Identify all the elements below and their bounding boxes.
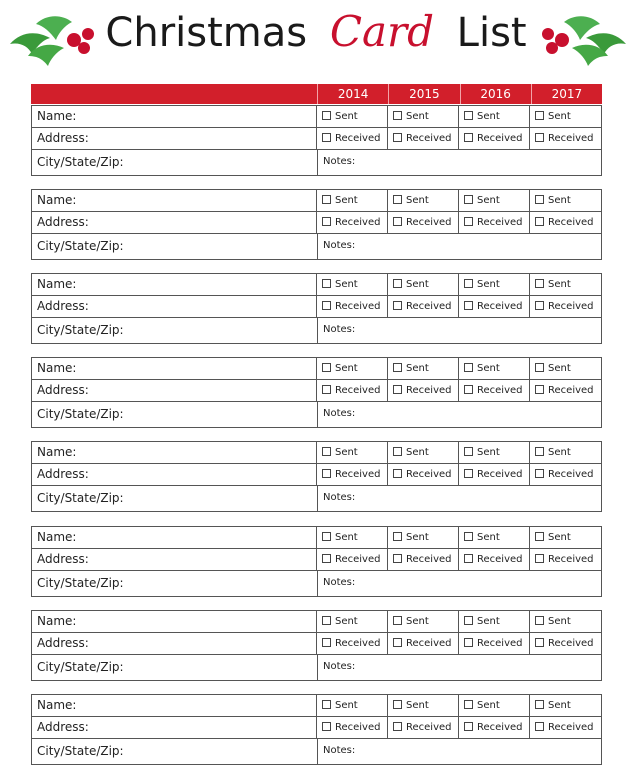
checkbox-icon[interactable] xyxy=(464,111,473,120)
received-label: Received xyxy=(405,217,452,228)
city-row xyxy=(32,739,601,764)
received-checkbox-2[interactable] xyxy=(459,296,530,317)
sent-checkbox-0[interactable] xyxy=(317,190,388,211)
name-row xyxy=(32,695,601,717)
received-label: Received xyxy=(477,722,523,733)
checkbox-icon[interactable] xyxy=(393,616,402,625)
checkbox-icon[interactable] xyxy=(464,217,473,226)
sent-label: Sent xyxy=(477,111,500,122)
checkbox-icon[interactable] xyxy=(464,554,473,563)
address-row xyxy=(32,464,601,486)
received-checkbox-0[interactable] xyxy=(317,128,388,149)
address-field[interactable] xyxy=(32,380,317,401)
sent-checkbox-1[interactable] xyxy=(388,611,459,632)
name-label: Name: xyxy=(37,361,77,375)
received-checkbox-1[interactable] xyxy=(388,128,459,149)
address-field[interactable] xyxy=(32,633,317,654)
sent-label: Sent xyxy=(405,532,429,543)
name-field[interactable] xyxy=(32,611,317,632)
checkbox-icon[interactable] xyxy=(393,638,402,647)
address-label: Address: xyxy=(37,636,89,650)
sent-checkbox-1[interactable] xyxy=(388,190,459,211)
sent-checkbox-2[interactable] xyxy=(459,106,530,127)
checkbox-icon[interactable] xyxy=(393,447,402,456)
checkbox-icon[interactable] xyxy=(393,279,402,288)
checkbox-icon[interactable] xyxy=(535,616,544,625)
city-field[interactable] xyxy=(32,234,318,259)
notes-label: Notes: xyxy=(323,240,356,251)
checkbox-icon[interactable] xyxy=(322,532,331,541)
sent-checkbox-3[interactable] xyxy=(530,442,601,463)
checkbox-icon[interactable] xyxy=(535,638,544,647)
address-row xyxy=(32,212,601,234)
name-field[interactable] xyxy=(32,358,317,379)
sent-checkbox-0[interactable] xyxy=(317,106,388,127)
checkbox-icon[interactable] xyxy=(393,722,402,731)
received-label: Received xyxy=(405,722,452,733)
received-label: Received xyxy=(477,385,523,396)
address-label: Address: xyxy=(37,720,89,734)
received-label: Received xyxy=(548,554,594,565)
year-header-2015: 2015 xyxy=(388,84,459,104)
sent-checkbox-3[interactable] xyxy=(530,274,601,295)
received-checkbox-3[interactable] xyxy=(530,549,601,570)
contact-entry xyxy=(31,694,602,765)
sent-checkbox-0[interactable] xyxy=(317,611,388,632)
checkbox-icon[interactable] xyxy=(535,700,544,709)
received-checkbox-1[interactable] xyxy=(388,212,459,233)
city-row xyxy=(32,234,601,259)
sent-checkbox-0[interactable] xyxy=(317,358,388,379)
received-checkbox-2[interactable] xyxy=(459,549,530,570)
sent-checkbox-3[interactable] xyxy=(530,190,601,211)
checkbox-icon[interactable] xyxy=(393,301,402,310)
received-label: Received xyxy=(477,301,523,312)
checkbox-icon[interactable] xyxy=(535,363,544,372)
city-row xyxy=(32,655,601,680)
city-row xyxy=(32,402,601,427)
address-row xyxy=(32,717,601,739)
name-field[interactable] xyxy=(32,106,317,127)
city-field[interactable] xyxy=(32,150,318,175)
notes-label: Notes: xyxy=(323,156,356,167)
sent-checkbox-2[interactable] xyxy=(459,190,530,211)
sent-label: Sent xyxy=(334,195,358,206)
sent-checkbox-2[interactable] xyxy=(459,442,530,463)
checkbox-icon[interactable] xyxy=(322,363,331,372)
city-label: City/State/Zip: xyxy=(37,239,124,253)
contact-entry xyxy=(31,526,602,597)
received-checkbox-0[interactable] xyxy=(317,633,388,654)
received-checkbox-1[interactable] xyxy=(388,464,459,485)
checkbox-icon[interactable] xyxy=(464,532,473,541)
notes-field[interactable] xyxy=(318,318,601,343)
sent-label: Sent xyxy=(548,279,571,290)
checkbox-icon[interactable] xyxy=(322,111,331,120)
received-checkbox-2[interactable] xyxy=(459,128,530,149)
name-row xyxy=(32,611,601,633)
sent-checkbox-2[interactable] xyxy=(459,527,530,548)
sent-label: Sent xyxy=(405,279,429,290)
received-label: Received xyxy=(405,554,452,565)
received-checkbox-1[interactable] xyxy=(388,296,459,317)
contact-entry xyxy=(31,105,602,176)
address-label: Address: xyxy=(37,215,89,229)
city-row xyxy=(32,571,601,596)
sent-label: Sent xyxy=(477,279,500,290)
address-label: Address: xyxy=(37,299,89,313)
notes-field[interactable] xyxy=(318,486,601,511)
checkbox-icon[interactable] xyxy=(535,279,544,288)
header-spacer xyxy=(31,84,317,104)
checkbox-icon[interactable] xyxy=(535,532,544,541)
name-field[interactable] xyxy=(32,274,317,295)
checkbox-icon[interactable] xyxy=(393,554,402,563)
received-checkbox-0[interactable] xyxy=(317,380,388,401)
address-field[interactable] xyxy=(32,717,317,738)
checkbox-icon[interactable] xyxy=(322,217,331,226)
city-label: City/State/Zip: xyxy=(37,744,124,758)
sent-label: Sent xyxy=(405,195,429,206)
checkbox-icon[interactable] xyxy=(393,363,402,372)
received-label: Received xyxy=(334,638,381,649)
city-row xyxy=(32,150,601,175)
contact-entry xyxy=(31,189,602,260)
received-checkbox-3[interactable] xyxy=(530,296,601,317)
checkbox-icon[interactable] xyxy=(322,469,331,478)
year-header-2016: 2016 xyxy=(460,84,531,104)
name-label: Name: xyxy=(37,109,77,123)
sent-checkbox-2[interactable] xyxy=(459,358,530,379)
title-word-card: Card xyxy=(329,7,434,56)
received-label: Received xyxy=(477,638,523,649)
checkbox-icon[interactable] xyxy=(535,554,544,563)
sent-checkbox-1[interactable] xyxy=(388,106,459,127)
received-checkbox-2[interactable] xyxy=(459,212,530,233)
checkbox-icon[interactable] xyxy=(322,385,331,394)
address-label: Address: xyxy=(37,467,89,481)
contact-entry xyxy=(31,441,602,512)
received-label: Received xyxy=(334,133,381,144)
received-label: Received xyxy=(548,722,594,733)
name-label: Name: xyxy=(37,698,77,712)
year-header-2017: 2017 xyxy=(531,84,602,104)
checkbox-icon[interactable] xyxy=(535,217,544,226)
checkbox-icon[interactable] xyxy=(393,111,402,120)
received-label: Received xyxy=(477,217,523,228)
checkbox-icon[interactable] xyxy=(464,638,473,647)
checkbox-icon[interactable] xyxy=(393,195,402,204)
checkbox-icon[interactable] xyxy=(322,195,331,204)
received-checkbox-3[interactable] xyxy=(530,633,601,654)
checkbox-icon[interactable] xyxy=(464,301,473,310)
checkbox-icon[interactable] xyxy=(464,700,473,709)
checkbox-icon[interactable] xyxy=(464,616,473,625)
name-label: Name: xyxy=(37,614,77,628)
notes-label: Notes: xyxy=(323,745,356,756)
city-field[interactable] xyxy=(32,402,318,427)
notes-label: Notes: xyxy=(323,492,356,503)
title-word-list: List xyxy=(456,10,527,56)
page-header xyxy=(0,0,632,72)
sent-checkbox-1[interactable] xyxy=(388,442,459,463)
received-label: Received xyxy=(477,133,523,144)
checkbox-icon[interactable] xyxy=(535,469,544,478)
sent-label: Sent xyxy=(334,700,358,711)
name-label: Name: xyxy=(37,277,77,291)
notes-field[interactable] xyxy=(318,234,601,259)
sent-label: Sent xyxy=(334,532,358,543)
sent-checkbox-2[interactable] xyxy=(459,274,530,295)
received-label: Received xyxy=(334,385,381,396)
received-label: Received xyxy=(405,385,452,396)
city-label: City/State/Zip: xyxy=(37,407,124,421)
sent-label: Sent xyxy=(334,363,358,374)
address-row xyxy=(32,296,601,318)
sent-label: Sent xyxy=(548,616,571,627)
checkbox-icon[interactable] xyxy=(535,133,544,142)
sent-label: Sent xyxy=(477,532,500,543)
contact-entry xyxy=(31,357,602,428)
checkbox-icon[interactable] xyxy=(535,447,544,456)
received-label: Received xyxy=(405,301,452,312)
received-label: Received xyxy=(405,638,452,649)
sent-label: Sent xyxy=(548,447,571,458)
received-checkbox-3[interactable] xyxy=(530,380,601,401)
checkbox-icon[interactable] xyxy=(535,301,544,310)
checkbox-icon[interactable] xyxy=(393,532,402,541)
received-checkbox-3[interactable] xyxy=(530,464,601,485)
sent-label: Sent xyxy=(548,195,571,206)
address-label: Address: xyxy=(37,131,89,145)
sent-label: Sent xyxy=(405,447,429,458)
received-label: Received xyxy=(548,217,594,228)
checkbox-icon[interactable] xyxy=(464,722,473,731)
sent-checkbox-1[interactable] xyxy=(388,274,459,295)
checkbox-icon[interactable] xyxy=(322,133,331,142)
checkbox-icon[interactable] xyxy=(322,638,331,647)
received-label: Received xyxy=(334,217,381,228)
sent-checkbox-1[interactable] xyxy=(388,527,459,548)
sent-label: Sent xyxy=(548,111,571,122)
sent-label: Sent xyxy=(334,111,358,122)
checkbox-icon[interactable] xyxy=(322,616,331,625)
name-label: Name: xyxy=(37,445,77,459)
sent-checkbox-0[interactable] xyxy=(317,527,388,548)
sent-label: Sent xyxy=(477,195,500,206)
city-label: City/State/Zip: xyxy=(37,576,124,590)
name-row xyxy=(32,106,601,128)
sent-checkbox-0[interactable] xyxy=(317,442,388,463)
sent-label: Sent xyxy=(405,111,429,122)
city-label: City/State/Zip: xyxy=(37,660,124,674)
checkbox-icon[interactable] xyxy=(322,279,331,288)
notes-field[interactable] xyxy=(318,655,601,680)
contact-entry xyxy=(31,610,602,681)
address-field[interactable] xyxy=(32,128,317,149)
name-row xyxy=(32,190,601,212)
received-checkbox-3[interactable] xyxy=(530,717,601,738)
sent-checkbox-3[interactable] xyxy=(530,358,601,379)
city-label: City/State/Zip: xyxy=(37,323,124,337)
sent-checkbox-3[interactable] xyxy=(530,527,601,548)
checkbox-icon[interactable] xyxy=(464,469,473,478)
checkbox-icon[interactable] xyxy=(464,447,473,456)
sent-checkbox-0[interactable] xyxy=(317,274,388,295)
sent-checkbox-2[interactable] xyxy=(459,611,530,632)
holly-icon xyxy=(530,4,630,66)
received-checkbox-3[interactable] xyxy=(530,212,601,233)
received-checkbox-2[interactable] xyxy=(459,464,530,485)
received-checkbox-1[interactable] xyxy=(388,549,459,570)
year-header-bar xyxy=(31,84,602,104)
title-word-christmas: Christmas xyxy=(105,10,308,56)
received-label: Received xyxy=(334,554,381,565)
address-field[interactable] xyxy=(32,464,317,485)
name-row xyxy=(32,274,601,296)
sent-checkbox-1[interactable] xyxy=(388,695,459,716)
received-checkbox-2[interactable] xyxy=(459,380,530,401)
checkbox-icon[interactable] xyxy=(535,195,544,204)
checkbox-icon[interactable] xyxy=(464,133,473,142)
received-checkbox-0[interactable] xyxy=(317,464,388,485)
address-label: Address: xyxy=(37,552,89,566)
sent-label: Sent xyxy=(477,616,500,627)
received-label: Received xyxy=(548,133,594,144)
received-label: Received xyxy=(548,469,594,480)
checkbox-icon[interactable] xyxy=(322,301,331,310)
sent-label: Sent xyxy=(334,447,358,458)
sent-label: Sent xyxy=(548,532,571,543)
contact-entry xyxy=(31,273,602,344)
received-checkbox-0[interactable] xyxy=(317,717,388,738)
notes-field[interactable] xyxy=(318,739,601,764)
received-checkbox-0[interactable] xyxy=(317,212,388,233)
address-row xyxy=(32,380,601,402)
checkbox-icon[interactable] xyxy=(322,722,331,731)
sent-label: Sent xyxy=(405,616,429,627)
address-row xyxy=(32,633,601,655)
address-row xyxy=(32,128,601,150)
address-label: Address: xyxy=(37,383,89,397)
checkbox-icon[interactable] xyxy=(535,722,544,731)
checkbox-icon[interactable] xyxy=(393,700,402,709)
received-label: Received xyxy=(548,638,594,649)
received-checkbox-0[interactable] xyxy=(317,296,388,317)
received-label: Received xyxy=(334,469,381,480)
received-label: Received xyxy=(405,469,452,480)
checkbox-icon[interactable] xyxy=(322,554,331,563)
city-field[interactable] xyxy=(32,318,318,343)
name-field[interactable] xyxy=(32,527,317,548)
received-checkbox-0[interactable] xyxy=(317,549,388,570)
received-checkbox-1[interactable] xyxy=(388,633,459,654)
name-row xyxy=(32,527,601,549)
received-checkbox-2[interactable] xyxy=(459,717,530,738)
address-field[interactable] xyxy=(32,296,317,317)
checkbox-icon[interactable] xyxy=(464,279,473,288)
city-field[interactable] xyxy=(32,571,318,596)
name-field[interactable] xyxy=(32,190,317,211)
received-label: Received xyxy=(405,133,452,144)
sent-label: Sent xyxy=(548,363,571,374)
received-checkbox-1[interactable] xyxy=(388,380,459,401)
sent-label: Sent xyxy=(477,447,500,458)
city-field[interactable] xyxy=(32,486,318,511)
received-label: Received xyxy=(548,385,594,396)
received-label: Received xyxy=(548,301,594,312)
address-row xyxy=(32,549,601,571)
checkbox-icon[interactable] xyxy=(393,133,402,142)
sent-checkbox-0[interactable] xyxy=(317,695,388,716)
checkbox-icon[interactable] xyxy=(464,385,473,394)
notes-field[interactable] xyxy=(318,150,601,175)
name-row xyxy=(32,358,601,380)
checkbox-icon[interactable] xyxy=(322,700,331,709)
sent-label: Sent xyxy=(548,700,571,711)
sent-label: Sent xyxy=(405,363,429,374)
city-label: City/State/Zip: xyxy=(37,155,124,169)
sent-label: Sent xyxy=(334,279,358,290)
checkbox-icon[interactable] xyxy=(322,447,331,456)
checkbox-icon[interactable] xyxy=(535,111,544,120)
name-field[interactable] xyxy=(32,442,317,463)
notes-label: Notes: xyxy=(323,577,356,588)
address-field[interactable] xyxy=(32,549,317,570)
sent-label: Sent xyxy=(477,700,500,711)
city-row xyxy=(32,486,601,511)
city-field[interactable] xyxy=(32,739,318,764)
checkbox-icon[interactable] xyxy=(464,363,473,372)
year-header-2014: 2014 xyxy=(317,84,388,104)
address-field[interactable] xyxy=(32,212,317,233)
sent-label: Sent xyxy=(477,363,500,374)
checkbox-icon[interactable] xyxy=(393,385,402,394)
name-field[interactable] xyxy=(32,695,317,716)
received-label: Received xyxy=(334,722,381,733)
sent-checkbox-1[interactable] xyxy=(388,358,459,379)
sent-label: Sent xyxy=(405,700,429,711)
received-label: Received xyxy=(477,554,523,565)
checkbox-icon[interactable] xyxy=(535,385,544,394)
notes-label: Notes: xyxy=(323,661,356,672)
sent-checkbox-2[interactable] xyxy=(459,695,530,716)
received-label: Received xyxy=(334,301,381,312)
name-label: Name: xyxy=(37,530,77,544)
received-checkbox-2[interactable] xyxy=(459,633,530,654)
sent-label: Sent xyxy=(334,616,358,627)
notes-label: Notes: xyxy=(323,324,356,335)
received-checkbox-1[interactable] xyxy=(388,717,459,738)
sent-checkbox-3[interactable] xyxy=(530,695,601,716)
received-checkbox-3[interactable] xyxy=(530,128,601,149)
name-label: Name: xyxy=(37,193,77,207)
city-field[interactable] xyxy=(32,655,318,680)
city-row xyxy=(32,318,601,343)
checkbox-icon[interactable] xyxy=(464,195,473,204)
received-label: Received xyxy=(477,469,523,480)
notes-field[interactable] xyxy=(318,402,601,427)
city-label: City/State/Zip: xyxy=(37,491,124,505)
checkbox-icon[interactable] xyxy=(393,217,402,226)
checkbox-icon[interactable] xyxy=(393,469,402,478)
name-row xyxy=(32,442,601,464)
notes-field[interactable] xyxy=(318,571,601,596)
sent-checkbox-3[interactable] xyxy=(530,611,601,632)
notes-label: Notes: xyxy=(323,408,356,419)
sent-checkbox-3[interactable] xyxy=(530,106,601,127)
